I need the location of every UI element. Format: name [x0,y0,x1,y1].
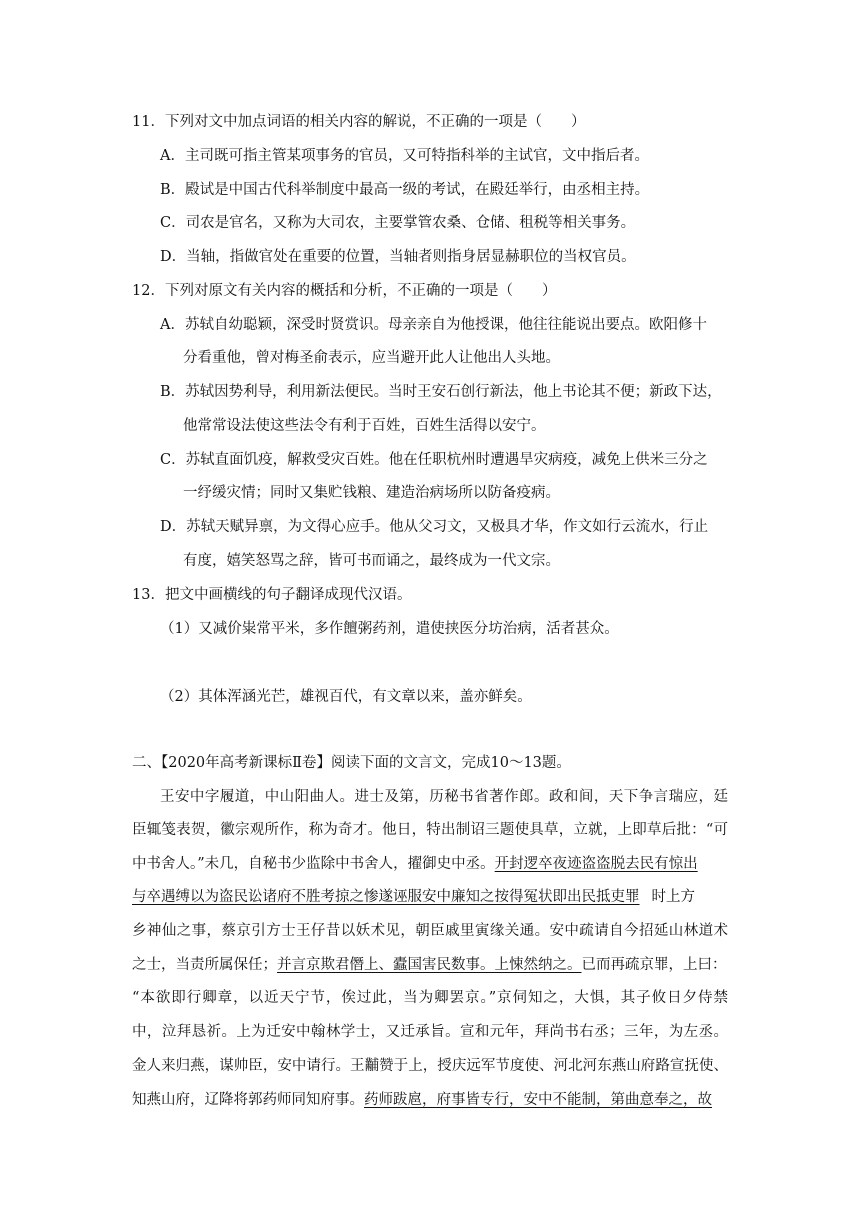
q13-stem: 13．把文中画横线的句子翻译成现代汉语。 [132,587,412,603]
passage-line-4 [132,887,728,907]
passage-line-9: 金人来归燕，谋帅臣，安中请行。王黼赞于上，授庆远军节度使、河北河东燕山府路宣抚使、 [132,1058,728,1074]
q13-sentence-2: （2）其体浑涵光芒，雄视百代，有文章以来，盖亦鲜矣。 [160,689,532,705]
passage-line-5: 乡神仙之事，蔡京引方士王仔昔以妖术见，朝臣戚里寅缘关通。安中疏请自今招延山林道术 [132,923,728,939]
q12-option-c-line1: C．苏轼直面饥疫，解救受灾百姓。他在任职杭州时遭遇旱灾病疫，减免上供米三分之 [160,452,708,468]
q11-stem: 11．下列对文中加点词语的相关内容的解说，不正确的一项是（ ） [132,114,586,130]
q12-option-c-line2: 一纾缓灾情；同时又集贮钱粮、建造治病场所以防备疫病。 [183,485,560,501]
q12-option-b-line2: 他常常设法使这些法令有利于百姓，百姓生活得以安宁。 [183,418,546,434]
q12-option-d-line2: 有度，嬉笑怒骂之辞，皆可书而诵之，最终成为一代文宗。 [183,553,560,569]
q12-option-a-line1: A．苏轼自幼聪颖，深受时贤赏识。母亲亲自为他授课，他往往能说出要点。欧阳修十 [160,317,707,333]
passage-line-2: 臣辄笺表贺，徽宗观所作，称为奇才。他日，特出制诏三题使具草，立就，上即草后批：“可 [132,822,728,838]
passage-line-6-tail: 已而再疏京罪，上曰： [581,957,727,973]
passage-line-1: 王安中字履道，中山阳曲人。进士及第，历秘书省著作郎。政和间，天下争言瑞应，廷 [160,789,728,805]
q11-option-c: C．司农是官名，又称为大司农，主要掌管农桑、仓储、租税等相关事务。 [160,215,636,231]
passage-line-10 [132,1090,728,1110]
passage-line-6 [132,955,728,975]
section2-title: 二、【2020年高考新课标Ⅱ卷】阅读下面的文言文，完成10～13题。 [132,755,571,771]
q11-option-b: B．殿试是中国古代科举制度中最高一级的考试，在殿廷举行，由丞相主持。 [160,182,650,198]
q12-stem: 12．下列对原文有关内容的概括和分析，不正确的一项是（ ） [132,283,557,299]
passage-line-3 [132,854,728,874]
passage-line-10-head: 知燕山府，辽降将郭药师同知府事。 [132,1092,364,1108]
passage-line-7: “本欲即行卿章，以近天宁节，俟过此，当为卿罢京。”京伺知之，大惧，其子攸日夕侍禁 [132,990,728,1006]
underlined-sentence-1b: 与卒遇缚以为盗民讼诸府不胜考掠之惨遂诬服安中廉知之按得冤状即出民抵吏罪 [132,889,640,905]
underlined-sentence-1a: 开封逻卒夜迹盗盗脱去民有惊出 [494,856,698,872]
passage-line-6-head: 之士，当责所属保任； [132,957,277,973]
q12-option-b-line1: B．苏轼因势利导，利用新法便民。当时王安石创行新法，他上书论其不便；新政下达， [160,384,722,400]
q11-option-d: D．当轴，指做官处在重要的位置，当轴者则指身居显赫职位的当权官员。 [160,249,636,265]
q12-option-d-line1: D．苏轼天赋异禀，为文得心应手。他从父习文，又极具才华，作文如行云流水，行止 [160,519,709,535]
q12-option-a-line2: 分看重他，曾对梅圣俞表示，应当避开此人让他出人头地。 [183,350,560,366]
q11-option-a: A．主司既可指主管某项事务的官员，又可特指科举的主试官，文中指后者。 [160,148,649,164]
underlined-sentence-3: 药师跋扈，府事皆专行，安中不能制，第曲意奉之，故 [364,1092,712,1108]
passage-line-8: 中，泣拜恳祈。上为迁安中翰林学士，又迁承旨。宣和元年，拜尚书右丞；三年，为左丞。 [132,1024,728,1040]
q13-sentence-1: （1）又减价粜常平米，多作饘粥药剂，遣使挟医分坊治病，活者甚众。 [160,621,619,637]
passage-line-3-text: 中书舍人。”未几，自秘书少监除中书舍人，擢御史中丞。 [132,856,495,872]
underlined-sentence-2: 并言京欺君僭上、蠹国害民数事。上悚然纳之。 [277,957,582,973]
passage-line-4-tail: 时上方 [651,889,695,905]
